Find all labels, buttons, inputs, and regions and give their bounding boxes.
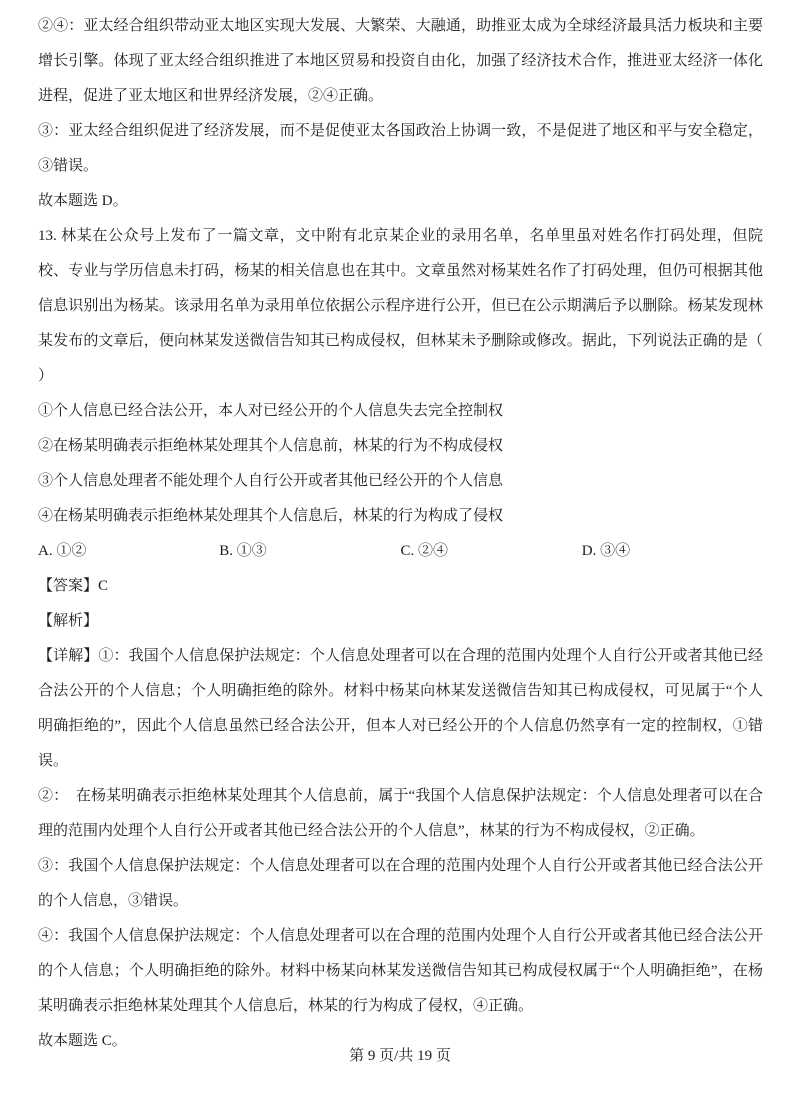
q13-options-row bbox=[38, 534, 763, 569]
q13-stem: 13. 林某在公众号上发布了一篇文章，文中附有北京某企业的录用名单，名单里虽对姓名作打码处理，但院校、专业与学历信息未打码，杨某的相关信息也在其中。文章虽然对杨某姓名作了打码处理，但仍可根据其他信息识别出为杨某。该录用名单为录用单位依据公示程序进行公开，但已在公示期满后予以删除。杨某发现林某发布的文章后，便向林某发送微信告知其已构成侵权，但林某未予删除或修改。据此，下列说法正确的是（ ） bbox=[38, 228, 794, 384]
q13-detail-point-1: 【详解】①：我国个人信息保护法规定：个人信息处理者可以在合理的范围内处理个人自行公开或者其他已经合法公开的个人信息；个人明确拒绝的除外。材料中杨某向林某发送微信告知其已构成侵权，可见属于“个人明确拒绝的”，因此个人信息虽然已经合法公开，但本人对已经公开的个人信息仍然享有一定的控制权，①错误。 bbox=[38, 648, 763, 769]
option-b: B. ①③ bbox=[219, 543, 267, 559]
q13-statement-2: ②在杨某明确表示拒绝林某处理其个人信息前，林某的行为不构成侵权 bbox=[38, 438, 504, 454]
page-footer: 第 9 页/共 19 页 bbox=[349, 1048, 451, 1064]
option-a: A. ①② bbox=[38, 543, 87, 559]
q12-analysis-point-2-4: ②④：亚太经合组织带动亚太地区实现大发展、大繁荣、大融通，助推亚太成为全球经济最具活力板块和主要增长引擎。体现了亚太经合组织推进了本地区贸易和投资自由化，加强了经济技术合作，推进亚太经济一体化进程，促进了亚太地区和世界经济发展，②④正确。 bbox=[38, 18, 763, 104]
q13-statement-3: ③个人信息处理者不能处理个人自行公开或者其他已经公开的个人信息 bbox=[38, 473, 504, 489]
q13-answer-line: 【答案】C bbox=[38, 578, 109, 594]
option-d: D. ③④ bbox=[581, 543, 631, 559]
q13-analysis-label: 【解析】 bbox=[38, 613, 99, 629]
q13-statement-1: ①个人信息已经合法公开，本人对已经公开的个人信息失去完全控制权 bbox=[38, 403, 504, 419]
q12-conclusion: 故本题选 D。 bbox=[38, 193, 128, 209]
q13-detail-point-2: ②： 在杨某明确表示拒绝林某处理其个人信息前，属于“我国个人信息保护法规定：个人信息处理者可以在合理的范围内处理个人自行公开或者其他已经合法公开的个人信息”，林某的行为不构成侵权，②正确。 bbox=[38, 788, 763, 839]
q13-detail-point-4: ④：我国个人信息保护法规定：个人信息处理者可以在合理的范围内处理个人自行公开或者其他已经合法公开的个人信息；个人明确拒绝的除外。材料中杨某向林某发送微信告知其已构成侵权属于“个人明确拒绝”，在杨某明确表示拒绝林某处理其个人信息后，林某的行为构成了侵权，④正确。 bbox=[38, 928, 763, 1014]
q13-conclusion: 故本题选 C。 bbox=[38, 1033, 127, 1049]
option-c: C. ②④ bbox=[400, 543, 449, 559]
q12-analysis-point-3: ③：亚太经合组织促进了经济发展，而不是促使亚太各国政治上协调一致，不是促进了地区和平与安全稳定，③错误。 bbox=[38, 123, 763, 174]
q13-statement-4: ④在杨某明确表示拒绝林某处理其个人信息后，林某的行为构成了侵权 bbox=[38, 508, 504, 524]
q13-detail-point-3: ③：我国个人信息保护法规定：个人信息处理者可以在合理的范围内处理个人自行公开或者其他已经合法公开的个人信息，③错误。 bbox=[38, 858, 763, 909]
